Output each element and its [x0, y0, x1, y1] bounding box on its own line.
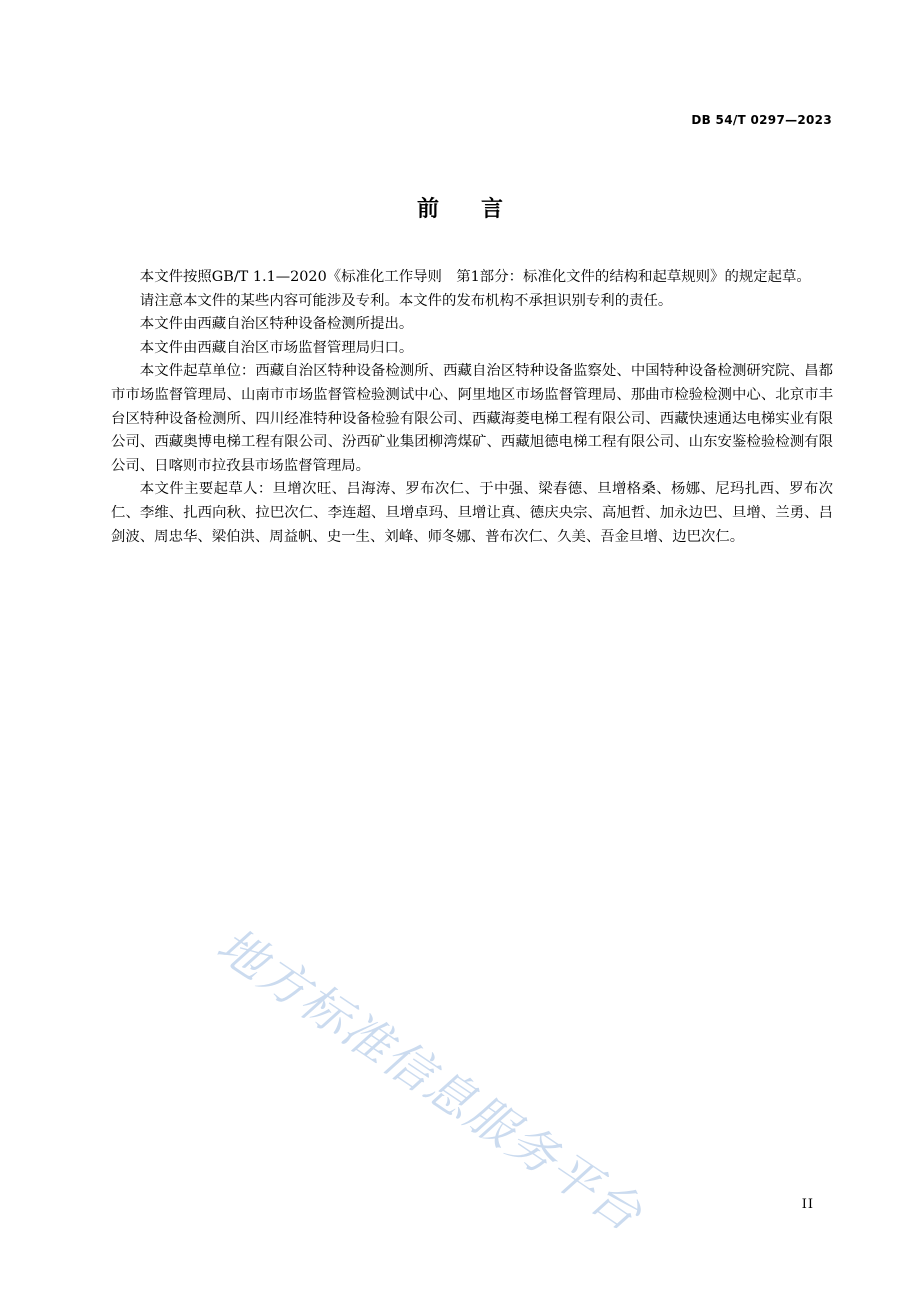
paragraph-drafting-units: 本文件起草单位：西藏自治区特种设备检测所、西藏自治区特种设备监察处、中国特种设备检测研究院、昌都市市场监督管理局、山南市市场监督管检验测试中心、阿里地区市场监督管理局、那曲市检验检测中心、北京市丰台区特种设备检测所、四川经准特种设备检验有限公司、西藏海菱电梯工程有限公司、西藏快速通达电梯实业有限公司、西藏奥博电梯工程有限公司、汾西矿业集团柳湾煤矿、西藏旭德电梯工程有限公司、山东安鉴检验检测有限公司、日喀则市拉孜县市场监督管理局。	[111, 363, 833, 474]
paragraph-administrator: 本文件由西藏自治区市场监督管理局归口。	[139, 339, 414, 356]
foreword-body	[111, 266, 833, 549]
watermark-text: 地方标准信息服务平台	[206, 917, 653, 1244]
page-number: II	[801, 1197, 814, 1212]
paragraph-drafters: 本文件主要起草人：旦增次旺、吕海涛、罗布次仁、于中强、梁春德、旦增格桑、杨娜、尼玛扎西、罗布次仁、李维、扎西向秋、拉巴次仁、李连超、旦增卓玛、旦增让真、德庆央宗、高旭哲、加永边巴、旦增、兰勇、吕剑波、周忠华、梁伯洪、周益帆、史一生、刘峰、师冬娜、普布次仁、久美、吾金旦增、边巴次仁。	[111, 481, 833, 545]
paragraph-proposer: 本文件由西藏自治区特种设备检测所提出。	[139, 316, 414, 333]
paragraph-drafting-rules: 本文件按照GB/T 1.1—2020《标准化工作导则 第1部分：标准化文件的结构和起草规则》的规定起草。	[139, 269, 811, 285]
page-title: 前言	[416, 197, 545, 222]
document-code: DB 54/T 0297—2023	[691, 113, 832, 127]
paragraph-patent-notice: 请注意本文件的某些内容可能涉及专利。本文件的发布机构不承担识别专利的责任。	[139, 292, 673, 309]
